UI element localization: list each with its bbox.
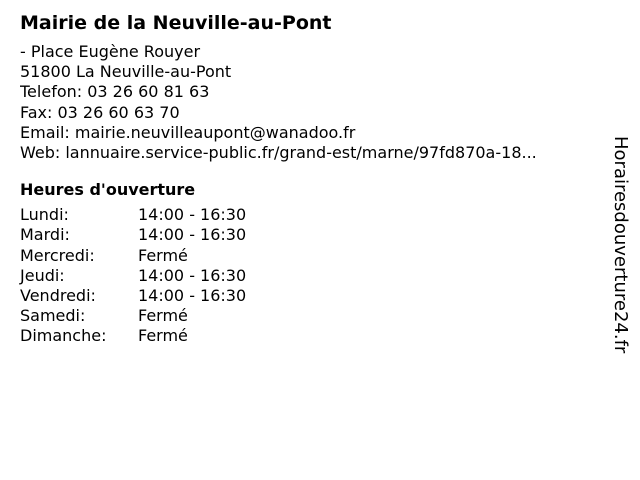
business-card	[20, 10, 610, 347]
hours-row-thursday	[20, 266, 610, 286]
address-line-1: - Place Eugène Rouyer	[20, 42, 201, 61]
hours-time: 14:00 - 16:30	[138, 205, 247, 225]
hours-list	[20, 205, 610, 346]
hours-title: Heures d'ouverture	[20, 180, 196, 200]
hours-row-sunday	[20, 326, 610, 346]
hours-day: Vendredi:	[20, 286, 96, 306]
hours-day: Jeudi:	[20, 265, 65, 285]
hours-time: Fermé	[138, 326, 188, 346]
hours-day: Dimanche:	[20, 326, 107, 346]
fax-line: Fax: 03 26 60 63 70	[20, 102, 180, 122]
hours-row-saturday	[20, 306, 610, 326]
hours-day: Lundi:	[20, 205, 69, 225]
hours-row-monday	[20, 205, 610, 225]
hours-time: Fermé	[138, 306, 188, 326]
hours-day: Samedi:	[20, 306, 86, 326]
email-line: Email: mairie.neuvilleaupont@wanadoo.fr	[20, 122, 356, 142]
page-title: Mairie de la Neuville-au-Pont	[20, 12, 332, 34]
hours-day: Mercredi:	[20, 245, 95, 265]
hours-row-tuesday	[20, 225, 610, 245]
hours-time: 14:00 - 16:30	[138, 225, 247, 245]
hours-time: 14:00 - 16:30	[138, 265, 247, 285]
hours-day: Mardi:	[20, 225, 70, 245]
address-line-2: 51800 La Neuville-au-Pont	[20, 62, 232, 82]
web-line: Web: lannuaire.service-public.fr/grand-est/marne/97fd870a-18...	[20, 143, 537, 163]
site-watermark: Horairesdouverture24.fr	[610, 136, 631, 354]
hours-row-wednesday	[20, 246, 610, 266]
hours-time: Fermé	[138, 245, 188, 265]
hours-row-friday	[20, 286, 610, 306]
hours-time: 14:00 - 16:30	[138, 286, 247, 306]
phone-line: Telefon: 03 26 60 81 63	[20, 82, 210, 102]
